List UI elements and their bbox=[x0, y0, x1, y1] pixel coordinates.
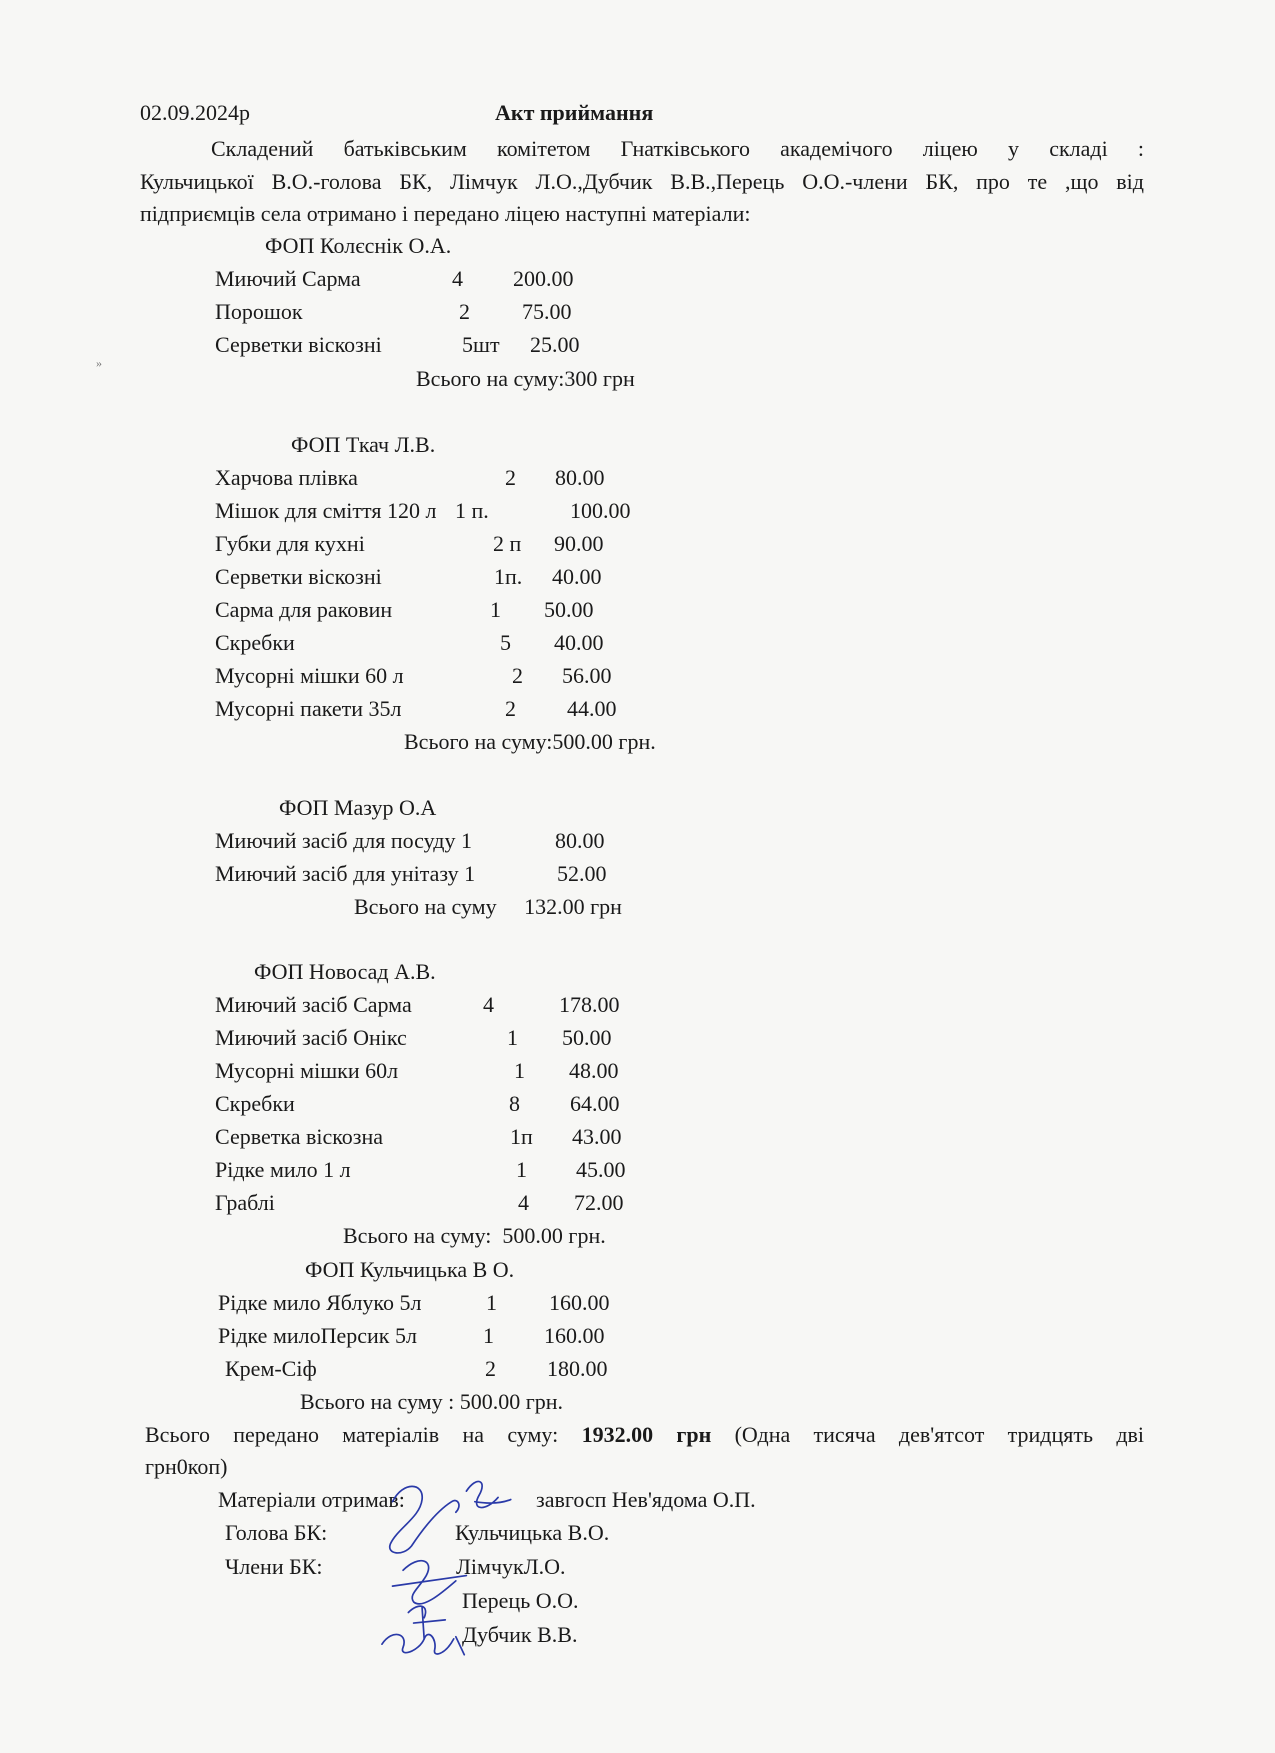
item-price: 40.00 bbox=[554, 630, 604, 655]
vendor-name: ФОП Колєснік О.А. bbox=[265, 233, 452, 258]
item-name: Порошок bbox=[215, 299, 303, 324]
grand-total-paragraph bbox=[145, 1419, 1144, 1483]
intro-line-2: Кульчицької В.О.-голова БК, Лімчук Л.О.,Дубчик В.В.,Перець О.О.-члени БК, про те ,що від bbox=[140, 168, 1144, 194]
item-price: 44.00 bbox=[567, 696, 617, 721]
item-qty: 1п bbox=[510, 1124, 533, 1149]
item-name: Миючий засіб Сарма bbox=[215, 992, 412, 1017]
item-price: 64.00 bbox=[570, 1091, 620, 1116]
received-label: Матеріали отримав: bbox=[218, 1487, 405, 1512]
handwritten-signatures bbox=[330, 1470, 550, 1660]
member-1-name: ЛімчукЛ.О. bbox=[456, 1554, 566, 1579]
item-price: 100.00 bbox=[570, 498, 631, 523]
item-name: Серветки віскозні bbox=[215, 332, 382, 357]
document-date: 02.09.2024р bbox=[140, 100, 250, 125]
vendor-total: Всього на суму:500.00 грн. bbox=[404, 729, 656, 754]
item-price: 25.00 bbox=[530, 332, 580, 357]
item-name: Мусорні мішки 60л bbox=[215, 1058, 399, 1083]
vendor-name: ФОП Кульчицька В О. bbox=[305, 1257, 515, 1282]
intro-paragraph bbox=[140, 133, 1144, 231]
item-qty: 2 bbox=[485, 1356, 496, 1381]
vendor-total: Всього на суму 132.00 грн bbox=[354, 894, 622, 919]
item-name: Губки для кухні bbox=[215, 531, 365, 556]
item-price: 52.00 bbox=[557, 861, 607, 886]
item-name: Скребки bbox=[215, 630, 295, 655]
item-qty: 1 bbox=[516, 1157, 527, 1182]
item-qty: 1п. bbox=[494, 564, 523, 589]
received-name: завгосп Нев'ядома О.П. bbox=[536, 1487, 756, 1512]
item-qty: 2 bbox=[459, 299, 470, 324]
item-name: Миючий Сарма bbox=[215, 266, 361, 291]
item-name: Миючий засіб для посуду 1 bbox=[215, 828, 472, 853]
item-price: 160.00 bbox=[549, 1290, 610, 1315]
item-price: 80.00 bbox=[555, 465, 605, 490]
item-name: Скребки bbox=[215, 1091, 295, 1116]
item-name: Сарма для раковин bbox=[215, 597, 393, 622]
item-qty: 2 bbox=[505, 465, 516, 490]
item-price: 43.00 bbox=[572, 1124, 622, 1149]
head-label: Голова БК: bbox=[225, 1520, 328, 1545]
item-price: 50.00 bbox=[562, 1025, 612, 1050]
item-qty: 1 bbox=[483, 1323, 494, 1348]
head-name: Кульчицька В.О. bbox=[455, 1520, 610, 1545]
member-2-name: Перець О.О. bbox=[462, 1588, 579, 1613]
item-price: 45.00 bbox=[576, 1157, 626, 1182]
signature-received bbox=[466, 1481, 510, 1507]
grand-total-words: (Одна тисяча дев'ятсот тридцять дві bbox=[734, 1422, 1145, 1447]
item-name: Мішок для сміття 120 л bbox=[215, 498, 437, 523]
item-qty: 1 bbox=[507, 1025, 518, 1050]
item-qty: 2 bbox=[505, 696, 516, 721]
item-name: Мусорні мішки 60 л bbox=[215, 663, 404, 688]
members-label: Члени БК: bbox=[225, 1554, 323, 1579]
item-price: 180.00 bbox=[547, 1356, 608, 1381]
vendor-total: Всього на суму: 500.00 грн. bbox=[343, 1223, 606, 1248]
item-name: Граблі bbox=[215, 1190, 275, 1215]
grand-total-prefix: Всього передано матеріалів на суму: bbox=[145, 1422, 559, 1447]
item-price: 75.00 bbox=[522, 299, 572, 324]
vendor-total: Всього на суму:300 грн bbox=[416, 366, 635, 391]
vendor-total: Всього на суму : 500.00 грн. bbox=[300, 1389, 564, 1414]
item-price: 50.00 bbox=[544, 597, 594, 622]
member-3-name: Дубчик В.В. bbox=[462, 1622, 578, 1647]
item-name: Миючий засіб для унітазу 1 bbox=[215, 861, 476, 886]
item-name: Рідке мило 1 л bbox=[215, 1157, 351, 1182]
item-price: 56.00 bbox=[562, 663, 612, 688]
signature-member-1 bbox=[393, 1561, 467, 1604]
item-price: 40.00 bbox=[552, 564, 602, 589]
item-price: 160.00 bbox=[544, 1323, 605, 1348]
item-qty: 4 bbox=[483, 992, 494, 1017]
signature-member-3 bbox=[382, 1634, 464, 1654]
vendor-name: ФОП Мазур О.А bbox=[279, 795, 437, 820]
vendor-name: ФОП Ткач Л.В. bbox=[291, 432, 436, 457]
vendor-name: ФОП Новосад А.В. bbox=[254, 959, 436, 984]
item-qty: 5 bbox=[500, 630, 511, 655]
grand-total-amount: 1932.00 грн bbox=[581, 1422, 712, 1447]
item-price: 200.00 bbox=[513, 266, 574, 291]
item-qty: 4 bbox=[518, 1190, 529, 1215]
grand-total-words-end: грн0коп) bbox=[145, 1454, 228, 1479]
item-qty: 8 bbox=[509, 1091, 520, 1116]
item-price: 90.00 bbox=[554, 531, 604, 556]
item-name: Рідке мило Яблуко 5л bbox=[218, 1290, 422, 1315]
document-title: Акт приймання bbox=[495, 100, 654, 125]
item-price: 72.00 bbox=[574, 1190, 624, 1215]
intro-line-1: Складений батьківським комітетом Гнатківського академічого ліцею у складі : bbox=[211, 136, 1144, 161]
intro-line-3: підприємців села отримано і передано ліцею наступні матеріали: bbox=[140, 201, 751, 226]
item-price: 80.00 bbox=[555, 828, 605, 853]
item-name: Рідке милоПерсик 5л bbox=[218, 1323, 417, 1348]
item-name: Серветка віскозна bbox=[215, 1124, 384, 1149]
item-name: Серветки віскозні bbox=[215, 564, 382, 589]
item-name: Харчова плівка bbox=[215, 465, 358, 490]
item-qty: 2 п bbox=[493, 531, 522, 556]
item-price: 48.00 bbox=[569, 1058, 619, 1083]
item-qty: 5шт bbox=[462, 332, 500, 357]
item-qty: 4 bbox=[452, 266, 463, 291]
signature-member-2 bbox=[408, 1606, 445, 1639]
item-name: Крем-Сіф bbox=[225, 1356, 317, 1381]
item-qty: 1 п. bbox=[455, 498, 489, 523]
item-name: Мусорні пакети 35л bbox=[215, 696, 402, 721]
item-name: Миючий засіб Онікс bbox=[215, 1025, 407, 1050]
item-qty: 1 bbox=[490, 597, 501, 622]
scan-speck: » bbox=[96, 356, 102, 370]
grand-total-line-1 bbox=[145, 1419, 1144, 1451]
item-qty: 1 bbox=[514, 1058, 525, 1083]
item-qty: 2 bbox=[512, 663, 523, 688]
item-qty: 1 bbox=[486, 1290, 497, 1315]
signature-head bbox=[390, 1486, 459, 1553]
item-price: 178.00 bbox=[559, 992, 620, 1017]
